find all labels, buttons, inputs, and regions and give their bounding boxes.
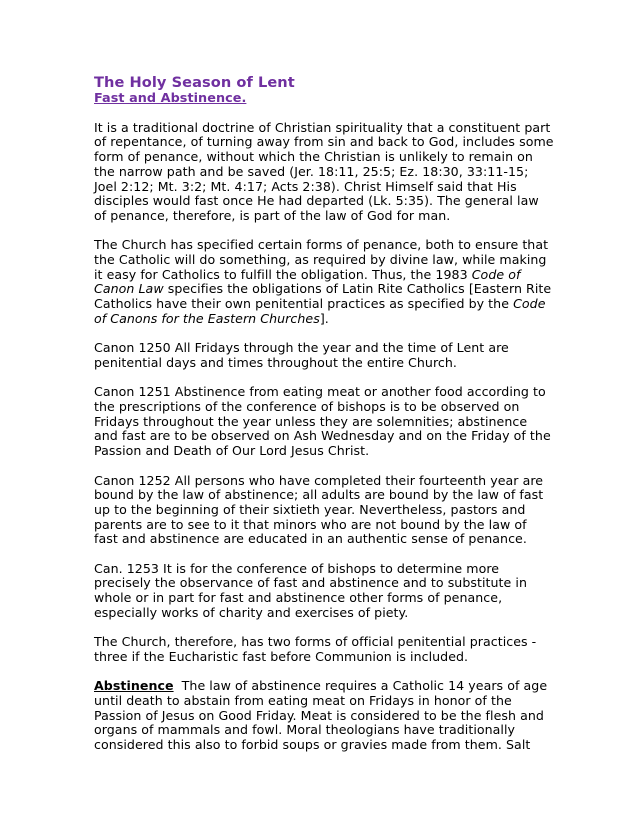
paragraph-penance-doctrine: It is a traditional doctrine of Christian spirituality that a constituent part of repentance, of turning away from sin and back to God, includes some form of penance, without which the Christian is unlikely to remain on the narrow path and be saved (Jer. 18:11, 25:5; Ez. 18:30, 33:11-15; Joel 2:12; Mt. 3:2; Mt. 4:17; Acts 2:38). Christ Himself said that His disciples would fast once He had departed (Lk. 5:35). The general law of penance, therefore, is part of the law of God for man. — [94, 119, 554, 223]
code-of-canon-law-title: Code of Canon Law — [94, 266, 521, 297]
paragraph-text: specifies the obligations of Latin Rite Catholics [Eastern Rite Catholics have their own penitential practices as specified by the — [94, 281, 552, 312]
document-page — [94, 74, 554, 768]
paragraph-church-penance — [94, 238, 554, 326]
paragraph-penitential-forms: The Church, therefore, has two forms of official penitential practices - three if the Eucharistic fast before Communion is included. — [94, 634, 537, 664]
canon-1252: Canon 1252 All persons who have completed their fourteenth year are bound by the law of abstinence; all adults are bound by the law of fast up to the beginning of their sixtieth year. Nevertheless, pastors and parents are to see to it that minors who are not bound by the law of fast and abstinence are educated in an authentic sense of penance. — [94, 472, 544, 547]
fast-and-abstinence-link[interactable]: Fast and Abstinence. — [94, 91, 247, 106]
abstinence-text: The law of abstinence requires a Catholic 14 years of age until death to abstain from eating meat on Fridays in honor of the Passion of Jesus on Good Friday. Meat is considered to be the flesh and organs of mammals and fowl. Moral theologians have traditionally considered this also to forbid soups or gravies made from them. Salt — [94, 678, 552, 753]
paragraph-abstinence — [94, 679, 554, 753]
canon-1251: Canon 1251 Abstinence from eating meat or another food according to the prescriptions of the conference of bishops is to be observed on Fridays throughout the year unless they are solemnities; abstinence and fast are to be observed on Ash Wednesday and on the Friday of the Passion and Death of Our Lord Jesus Christ. — [94, 384, 551, 459]
canon-1250: Canon 1250 All Fridays through the year and the time of Lent are penitential days and times throughout the entire Church. — [94, 340, 509, 370]
paragraph-text: The Church has specified certain forms of penance, both to ensure that the Catholic will do something, as required by divine law, while making it easy for Catholics to fulfill the obligation. Thus, the 1983 — [94, 237, 549, 282]
abstinence-heading: Abstinence — [94, 678, 174, 694]
paragraph-text: ]. — [319, 310, 329, 326]
document-title: The Holy Season of Lent — [94, 74, 295, 91]
canon-1253: Can. 1253 It is for the conference of bishops to determine more precisely the observance of fast and abstinence and to substitute in whole or in part for fast and abstinence other forms of penance, especially works of charity and exercises of piety. — [94, 560, 527, 620]
eastern-code-title: Code of Canons for the Eastern Churches — [94, 296, 546, 326]
